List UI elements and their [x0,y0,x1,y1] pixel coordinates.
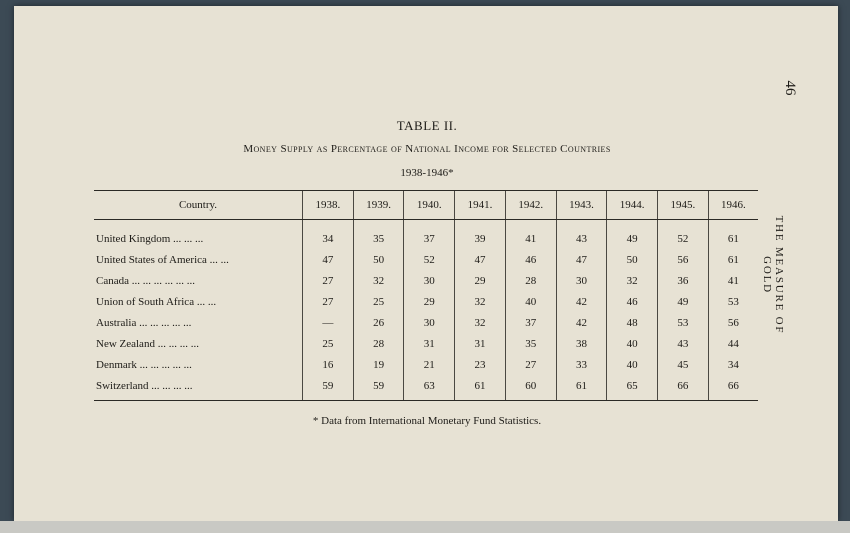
value-cell: 29 [455,270,506,291]
value-cell: 35 [353,220,404,250]
table-footnote: * Data from International Monetary Fund Statistics. [312,415,542,427]
value-cell: 36 [658,270,709,291]
value-cell: 41 [505,220,556,250]
value-cell: 21 [404,354,455,375]
value-cell: 47 [455,249,506,270]
table-row [94,270,758,291]
value-cell: 32 [353,270,404,291]
country-cell: Canada ... ... ... ... ... ... [96,274,195,287]
value-cell: 25 [353,291,404,312]
value-cell: 66 [708,375,758,401]
value-cell: 40 [607,333,658,354]
column-header-1945: 1945. [658,191,709,220]
country-cell: Switzerland ... ... ... ... [94,375,303,401]
facing-page-edge [0,521,850,533]
value-cell: 27 [303,291,354,312]
value-cell: 40 [505,291,556,312]
value-cell: 33 [556,354,607,375]
value-cell: 29 [404,291,455,312]
table-row [94,375,758,401]
value-cell: 32 [455,312,506,333]
value-cell: 30 [404,312,455,333]
value-cell: 32 [455,291,506,312]
value-cell: 65 [607,375,658,401]
value-cell: 28 [505,270,556,291]
column-header-1946: 1946. [708,191,758,220]
value-cell: 46 [505,249,556,270]
value-cell: 61 [455,375,506,401]
value-cell: 44 [708,333,758,354]
value-cell: 49 [658,291,709,312]
value-cell: 56 [708,312,758,333]
value-cell: 43 [556,220,607,250]
table-years-range: 1938-1946* [400,167,454,179]
column-header-1938: 1938. [303,191,354,220]
table-label: TABLE II. [396,118,458,133]
value-cell: 52 [404,249,455,270]
value-cell: 34 [708,354,758,375]
value-cell: 50 [607,249,658,270]
value-cell: 37 [404,220,455,250]
value-cell: 16 [303,354,354,375]
value-cell: 49 [607,220,658,250]
table-row [94,249,758,270]
value-cell: 26 [353,312,404,333]
book-page [14,6,838,521]
table-row [94,220,758,250]
value-cell: 40 [607,354,658,375]
value-cell: 50 [353,249,404,270]
country-cell: Union of South Africa ... ... [96,295,217,308]
table-row [94,333,758,354]
column-header-country: Country. [94,191,303,220]
table-row [94,312,758,333]
value-cell: 31 [455,333,506,354]
value-cell: 41 [708,270,758,291]
table-row [94,354,758,375]
value-cell: 28 [353,333,404,354]
value-cell: 48 [607,312,658,333]
value-cell: 52 [658,220,709,250]
value-cell: 60 [505,375,556,401]
value-cell: 47 [303,249,354,270]
running-head: THE MEASURE OF GOLD [761,215,785,335]
value-cell: 42 [556,291,607,312]
country-cell: United States of America ... ... [96,253,229,266]
value-cell: 30 [556,270,607,291]
column-header-1944: 1944. [607,191,658,220]
value-cell: 25 [303,333,354,354]
value-cell: — [303,312,354,333]
page-number: 46 [782,80,798,96]
column-header-1942: 1942. [505,191,556,220]
value-cell: 56 [658,249,709,270]
value-cell: 63 [404,375,455,401]
value-cell: 42 [556,312,607,333]
value-cell: 38 [556,333,607,354]
table-caption: Money Supply as Percentage of National Income for Selected Countries [243,143,611,155]
value-cell: 31 [404,333,455,354]
column-header-1939: 1939. [353,191,404,220]
table-header-row [94,191,758,220]
value-cell: 27 [505,354,556,375]
value-cell: 59 [353,375,404,401]
value-cell: 46 [607,291,658,312]
value-cell: 32 [607,270,658,291]
value-cell: 27 [303,270,354,291]
value-cell: 35 [505,333,556,354]
value-cell: 66 [658,375,709,401]
column-header-1943: 1943. [556,191,607,220]
value-cell: 39 [455,220,506,250]
value-cell: 34 [303,220,354,250]
value-cell: 53 [708,291,758,312]
country-cell: United Kingdom ... ... ... [96,232,204,245]
country-cell: Denmark ... ... ... ... ... [96,358,192,371]
value-cell: 59 [303,375,354,401]
value-cell: 45 [658,354,709,375]
value-cell: 61 [708,220,758,250]
value-cell: 19 [353,354,404,375]
country-cell: New Zealand ... ... ... ... [96,337,199,350]
money-supply-table [94,190,758,401]
value-cell: 23 [455,354,506,375]
value-cell: 61 [708,249,758,270]
value-cell: 37 [505,312,556,333]
country-cell: Australia ... ... ... ... ... [96,316,192,329]
column-header-1941: 1941. [455,191,506,220]
table-row [94,291,758,312]
value-cell: 30 [404,270,455,291]
value-cell: 47 [556,249,607,270]
value-cell: 43 [658,333,709,354]
value-cell: 61 [556,375,607,401]
column-header-1940: 1940. [404,191,455,220]
value-cell: 53 [658,312,709,333]
